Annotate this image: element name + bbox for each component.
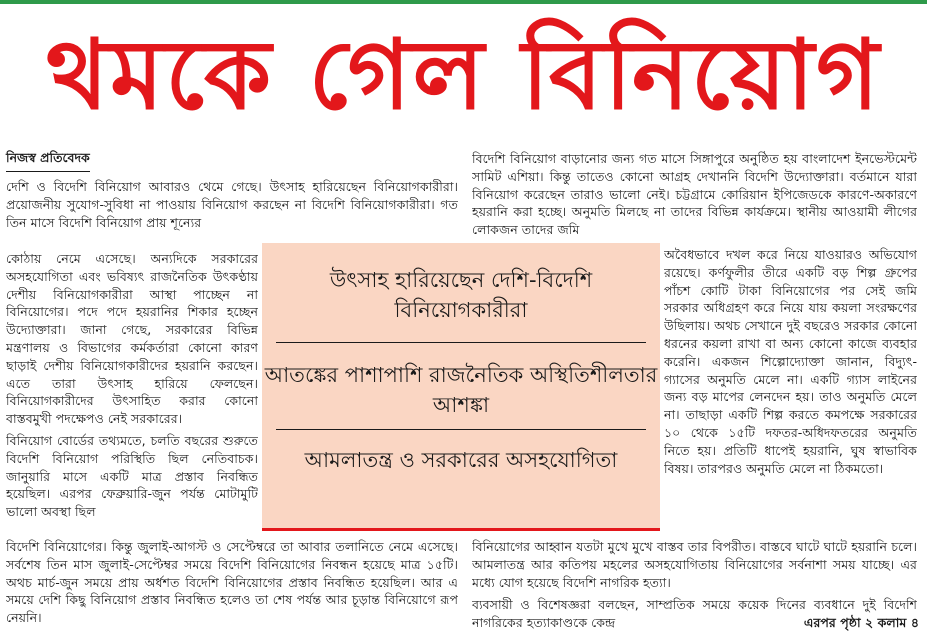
pull-quote-divider [276,429,646,430]
pull-quote-box [262,243,660,531]
pull-quote-3: আমলাতন্ত্র ও সরকারের অসহযোগিতা [304,448,618,472]
col2-paragraph-2: অবৈধভাবে দখল করে নিয়ে যাওয়ারও অভিযোগ রয়েছে। কর্ণফুলীর তীরে একটি বড় শিল্প গ্রুপের পাঁচশ কোটি টাকা বিনিয়োগের পর সেই জমি সরকার অধিগ্রহণ করে নিয়ে যায় কয়লা সংরক্ষণের উছিলায়। অথচ সেখানে দুই বছরেও সরকার কোনো ধরনের কয়লা রাখা বা অন্য কোনো কাজে ব্যবহার করেনি। একজন শিল্পোদ্যোক্তা জানান, বিদ্যুৎ-গ্যাসের অনুমতি মেলে না। একটি গ্যাস লাইনের জন্য বড় মাপের লেনদেন হয়। তাও অনুমতি মেলে না। তাছাড়া একটি শিল্প করতে কমপক্ষে সরকারের ১০ থেকে ১৫টি দফতর-অধিদফতরের অনুমতি নিতে হয়। প্রতিটি ধাপেই হয়রানি, ঘুষ স্বাভাবিক বিষয়। তারপরও অনুমতি মেলে না ঠিকমতো। [664,247,917,476]
col1-paragraph-2: কোঠায় নেমে এসেছে। অন্যদিকে সরকারের অসহযোগিতা এবং ভবিষ্যৎ রাজনৈতিক উৎকণ্ঠায় দেশীয় বিনিয়োগকারীরা আস্থা পাচ্ছেন না বিনিয়োগের। পদে পদে হয়রানির শিকার হচ্ছেন উদ্যোক্তারা। জানা গেছে, সরকারের বিভিন্ন মন্ত্রণালয় ও বিভাগের কর্মকর্তারা কোনো কারণ ছাড়াই দেশীয় বিনিয়োগকারীদের হয়রানি করছেন। এতে তারা উৎসাহ হারিয়ে ফেলছেন। বিনিয়োগকারীদের উৎসাহিত করার কোনো বাস্তবমুখী পদক্ষেপও নেই সরকারের। [6,251,258,427]
headline: থমকে গেল বিনিয়োগ [46,19,881,131]
pull-quote-2: আতঙ্কের পাশাপাশি রাজনৈতিক অস্থিতিশীলতার আশঙ্কা [264,363,658,417]
pull-quote-divider [276,342,646,343]
continuation-note: এরপর পৃষ্ঠা ২ কলাম ৪ [803,615,919,630]
col1-paragraph-3: বিনিয়োগ বোর্ডের তথ্যমতে, চলতি বছরের শুরুতে বিদেশি বিনিয়োগ পরিস্থিতি ছিল নেতিবাচক। জানুয়ারি মাসে একটি মাত্র প্রস্তাব নিবন্ধিত হয়েছিল। এরপর ফেব্রুয়ারি-জুন পর্যন্ত মোটামুটি ভালো অবস্থা ছিল [6,433,258,520]
pull-quote-1: উৎসাহ হারিয়েছেন দেশি-বিদেশি বিনিয়োগকারীরা [329,268,593,322]
col1-paragraph-1: দেশি ও বিদেশি বিনিয়োগ আবারও থেমে গেছে। উৎসাহ হারিয়েছেন বিনিয়োগকারীরা। প্রয়োজনীয় সুযোগ-সুবিধা না পাওয়ায় বিনিয়োগ করছেন না বিদেশি বিনিয়োগকারীরা। গত তিন মাসে বিদেশি বিনিয়োগ প্রায় শূন্যের [6,179,458,230]
byline: নিজস্ব প্রতিবেদক [6,150,90,172]
col1-paragraph-4: বিদেশি বিনিয়োগের। কিন্তু জুলাই-আগস্ট ও সেপ্টেম্বরে তা আবার তলানিতে নেমে এসেছে। সর্বশেষ তিন মাস জুলাই-সেপ্টেম্বর সময়ে বিদেশি বিনিয়োগের নিবন্ধন হয়েছে মাত্র ১৫টি। অথচ মার্চ-জুন সময়ে প্রায় অর্ধশত বিদেশি বিনিয়োগের প্রস্তাব নিবন্ধিত হয়েছিল। আর এ সময়ে দেশি কিছু বিনিয়োগ প্রস্তাব নিবন্ধিত হলেও তা শেষ পর্যন্ত আর চূড়ান্ত বিনিয়োগে রূপ নেয়নি। [6,539,458,626]
col2-paragraph-4: ব্যবসায়ী ও বিশেষজ্ঞরা বলছেন, সাম্প্রতিক সময়ে কয়েক দিনের ব্যবধানে দুই বিদেশি নাগরিকের হত্যাকাণ্ডকে কেন্দ্র [472,597,917,630]
col2-paragraph-3: বিনিয়োগের আহ্বান যতটা মুখে মুখে বাস্তব তার বিপরীত। বাস্তবে ঘাটে ঘাটে হয়রানি চলে। আমলাতন্ত্র আর কতিপয় মহলের অসহযোগিতায় বিনিয়োগের সর্বনাশা সময় যাচ্ছে। এর মধ্যে যোগ হয়েছে বিদেশি নাগরিক হত্যা। [472,539,917,590]
col2-paragraph-1: বিদেশি বিনিয়োগ বাড়ানোর জন্য গত মাসে সিঙ্গাপুরে অনুষ্ঠিত হয় বাংলাদেশ ইনভেস্টমেন্ট সামিট এশিয়া। কিন্তু তাতেও কোনো আগ্রহ দেখাননি বিদেশি উদ্যোক্তারা। বর্তমানে যারা বিনিয়োগ করেছেন তারাও ভালো নেই। চট্টগ্রামে কোরিয়ান ইপিজেডকে কারণে-অকারণে হয়রানি করা হচ্ছে। অনুমতি মিলছে না তাদের বিভিন্ন কার্যক্রমে। স্থানীয় আওয়ামী লীগের লোকজন তাদের জমি [472,151,917,238]
top-rule [0,0,927,4]
